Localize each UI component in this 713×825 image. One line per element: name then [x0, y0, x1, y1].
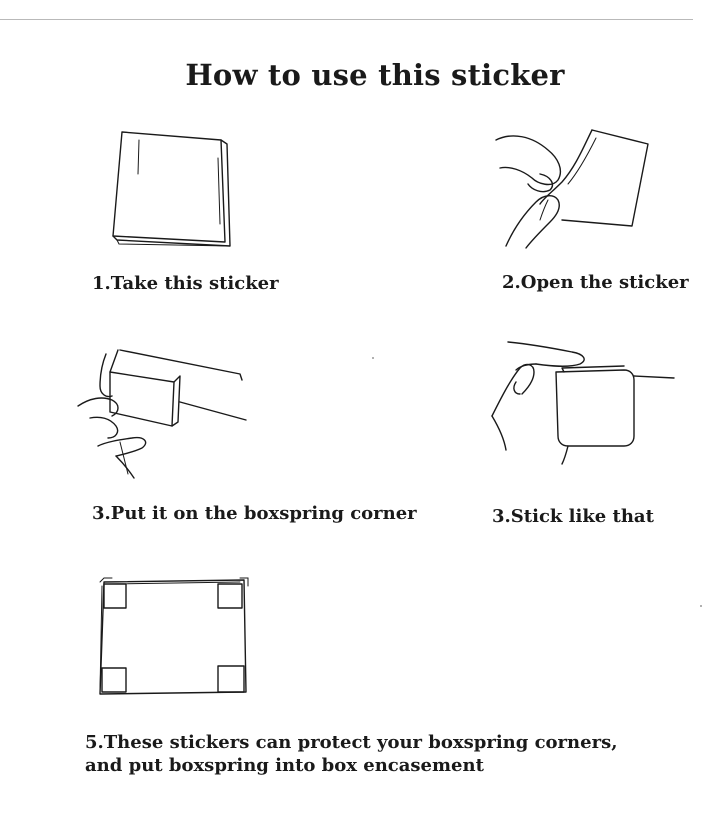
- speck: [372, 357, 374, 359]
- step-4-caption: 3.Stick like that: [492, 506, 654, 527]
- step-5-caption-line-1: 5.These stickers can protect your boxspring corners,: [85, 732, 618, 753]
- top-divider: [0, 19, 693, 20]
- step-3-caption: 3.Put it on the boxspring corner: [92, 503, 417, 524]
- sticker-sheet-icon: [105, 128, 235, 248]
- peel-sticker-icon: [492, 124, 657, 254]
- page-title: How to use this sticker: [185, 58, 565, 92]
- speck: [700, 605, 702, 607]
- step-2-caption: 2.Open the sticker: [502, 272, 689, 293]
- step-1-caption: 1.Take this sticker: [92, 273, 279, 294]
- step-5-caption-line-2: and put boxspring into box encasement: [85, 755, 484, 776]
- press-corner-icon: [488, 336, 678, 466]
- apply-corner-icon: [76, 346, 251, 481]
- boxspring-corners-icon: [94, 574, 254, 702]
